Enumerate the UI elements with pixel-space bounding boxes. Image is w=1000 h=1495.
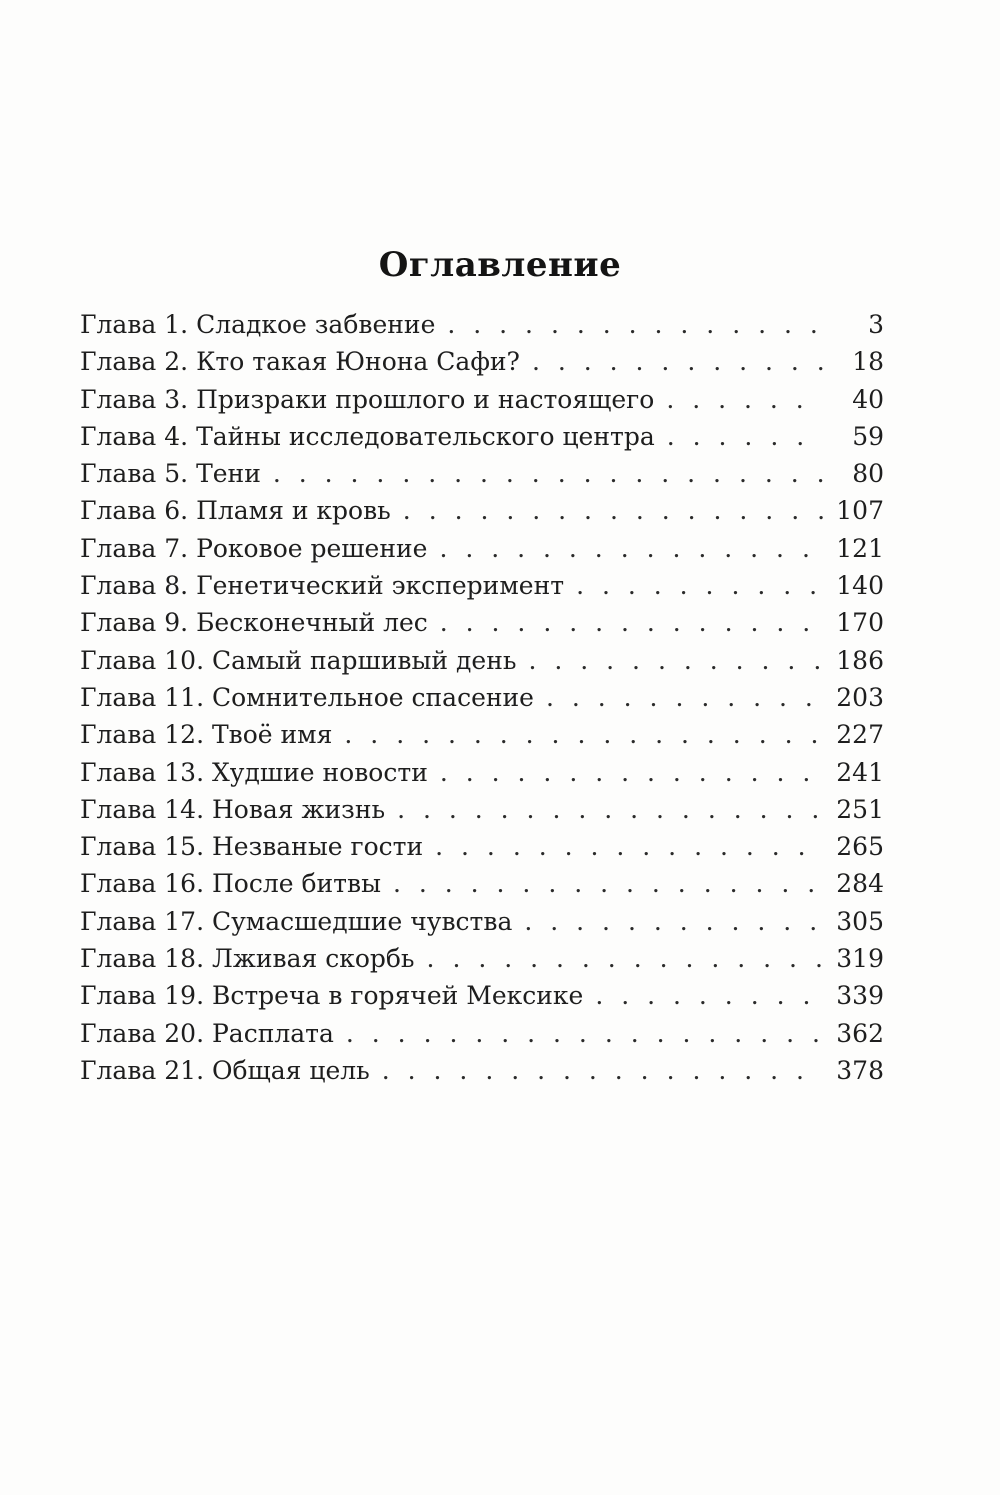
- toc-entry: [80, 940, 884, 977]
- dot-leader: [528, 642, 824, 679]
- toc-entry-page-number: 265: [836, 832, 884, 862]
- dot-leader: [595, 977, 824, 1014]
- toc-entry-label: Глава 8. Генетический эксперимент: [80, 571, 565, 601]
- toc-entry-label: Глава 2. Кто такая Юнона Сафи?: [80, 347, 520, 377]
- page-title: Оглавление: [378, 244, 622, 285]
- dot-leader: [440, 754, 824, 791]
- toc-entry-label: Глава 4. Тайны исследовательского центра: [80, 421, 655, 451]
- toc-entry-page-number: 18: [852, 347, 884, 377]
- toc-entry-page-number: 227: [836, 720, 884, 750]
- toc-entry: [80, 492, 884, 529]
- dot-leader: [427, 940, 824, 977]
- toc-entry-page-number: 107: [836, 496, 884, 526]
- dot-leader: [576, 567, 824, 604]
- toc-entry-page-number: 378: [836, 1055, 884, 1085]
- toc-entry: [80, 754, 884, 791]
- dot-leader: [440, 604, 824, 641]
- toc-entry-page-number: 305: [836, 906, 884, 936]
- dot-leader: [382, 1052, 824, 1089]
- toc-entry-page-number: 59: [852, 421, 884, 451]
- toc-entry-page-number: 170: [836, 608, 884, 638]
- dot-leader: [435, 828, 824, 865]
- toc-entry-label: Глава 16. После битвы: [80, 869, 381, 899]
- toc-entry-page-number: 3: [868, 310, 884, 339]
- toc-entry: [80, 343, 884, 380]
- toc-entry: [80, 567, 884, 604]
- toc-entry-label: Глава 7. Роковое решение: [80, 533, 428, 563]
- dot-leader: [447, 306, 824, 343]
- toc-entry: [80, 828, 884, 865]
- dot-leader: [524, 903, 824, 940]
- dot-leader: [273, 455, 824, 492]
- toc-entry-label: Глава 14. Новая жизнь: [80, 794, 386, 824]
- dot-leader: [397, 791, 824, 828]
- toc-entry-label: Глава 18. Лживая скорбь: [80, 944, 415, 974]
- toc-entry: [80, 1015, 884, 1052]
- toc-entry: [80, 977, 884, 1014]
- toc-entry-page-number: 319: [836, 944, 884, 974]
- table-of-contents: [80, 306, 884, 1089]
- toc-entry-page-number: 186: [836, 645, 884, 675]
- toc-entry-label: Глава 11. Сомнительное спасение: [80, 682, 534, 712]
- dot-leader: [403, 492, 824, 529]
- toc-entry-label: Глава 17. Сумасшедшие чувства: [80, 906, 513, 936]
- toc-entry: [80, 642, 884, 679]
- toc-entry-label: Глава 6. Пламя и кровь: [80, 496, 391, 526]
- toc-entry: [80, 791, 884, 828]
- toc-entry-label: Глава 12. Твоё имя: [80, 720, 333, 750]
- toc-entry: [80, 679, 884, 716]
- toc-entry-label: Глава 20. Расплата: [80, 1018, 334, 1048]
- toc-entry-page-number: 121: [836, 533, 884, 563]
- toc-entry: [80, 865, 884, 902]
- toc-entry-page-number: 140: [836, 571, 884, 601]
- toc-entry: [80, 306, 884, 343]
- toc-entry-label: Глава 1. Сладкое забвение: [80, 310, 436, 339]
- toc-entry-page-number: 80: [852, 459, 884, 489]
- dot-leader: [344, 716, 824, 753]
- toc-entry-page-number: 40: [852, 384, 884, 414]
- toc-entry-label: Глава 3. Призраки прошлого и настоящего: [80, 384, 655, 414]
- toc-entry: [80, 604, 884, 641]
- toc-entry-label: Глава 13. Худшие новости: [80, 757, 428, 787]
- toc-entry-label: Глава 19. Встреча в горячей Мексике: [80, 981, 584, 1011]
- toc-entry-label: Глава 21. Общая цель: [80, 1055, 370, 1085]
- toc-entry: [80, 455, 884, 492]
- toc-entry-page-number: 203: [836, 682, 884, 712]
- toc-entry: [80, 716, 884, 753]
- toc-entry-label: Глава 15. Незваные гости: [80, 832, 424, 862]
- toc-entry-page-number: 339: [836, 981, 884, 1011]
- toc-entry-label: Глава 5. Тени: [80, 459, 261, 489]
- toc-entry-label: Глава 10. Самый паршивый день: [80, 645, 517, 675]
- dot-leader: [546, 679, 824, 716]
- toc-entry: [80, 381, 884, 418]
- toc-entry-label: Глава 9. Бесконечный лес: [80, 608, 428, 638]
- toc-entry-page-number: 241: [836, 757, 884, 787]
- toc-entry-page-number: 251: [836, 794, 884, 824]
- dot-leader: [346, 1015, 824, 1052]
- toc-entry-page-number: 362: [836, 1018, 884, 1048]
- dot-leader: [393, 865, 824, 902]
- toc-entry: [80, 530, 884, 567]
- dot-leader: [666, 381, 824, 418]
- dot-leader: [439, 530, 824, 567]
- dot-leader: [667, 418, 824, 455]
- toc-entry: [80, 903, 884, 940]
- toc-entry: [80, 1052, 884, 1089]
- dot-leader: [532, 343, 824, 380]
- toc-entry: [80, 418, 884, 455]
- toc-entry-page-number: 284: [836, 869, 884, 899]
